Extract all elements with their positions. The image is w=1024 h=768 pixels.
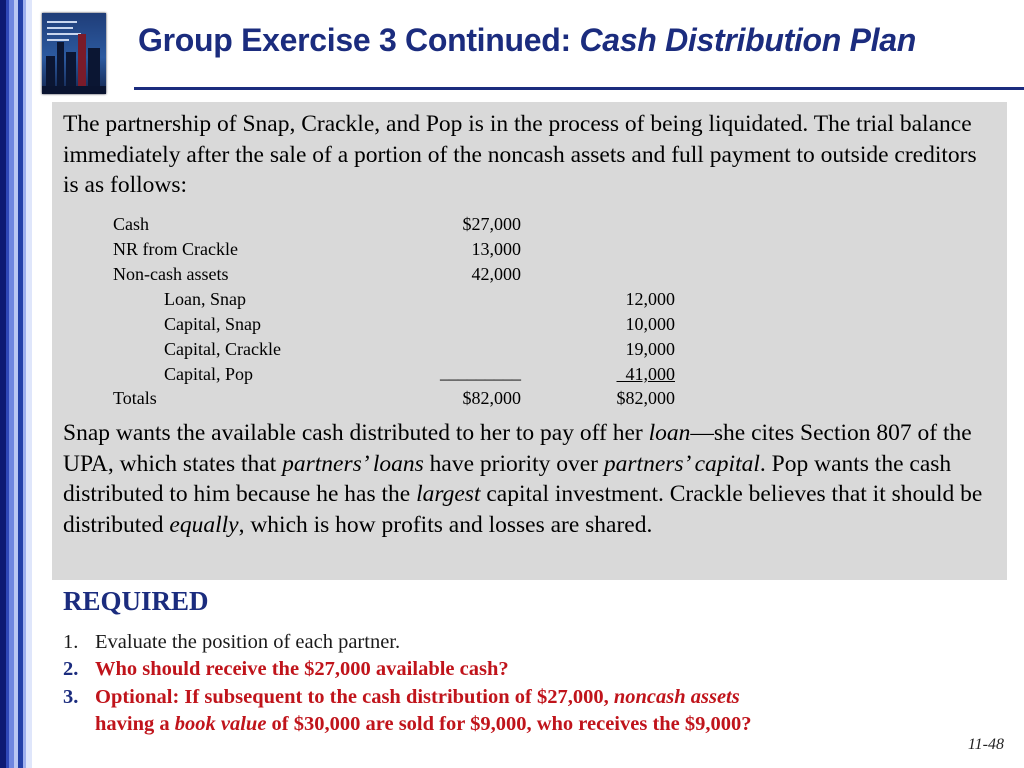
tb-debit: $82,000 [462, 388, 521, 408]
tb-credit: 10,000 [625, 314, 675, 334]
item-number: 2. [63, 658, 79, 680]
tb-credit: 41,000 [616, 364, 675, 384]
tb-label: Loan, Snap [164, 289, 246, 309]
tb-debit-underline: _________ [440, 362, 521, 382]
tb-label: Totals [113, 388, 157, 408]
tb-credit: 19,000 [625, 339, 675, 359]
tb-debit: $27,000 [462, 214, 521, 234]
tb-label: Cash [113, 214, 149, 234]
tb-credit: 12,000 [625, 289, 675, 309]
intro-paragraph: The partnership of Snap, Crackle, and Pop is in the process of being liquidated. The trial balance immediately after the sale of a portion of the noncash assets and full payment to outside creditors is as follows: [63, 111, 977, 198]
slide-title: Group Exercise 3 Continued: Cash Distribution Plan [138, 22, 917, 58]
book-cover-thumbnail [42, 13, 106, 94]
tb-label: Capital, Pop [164, 364, 253, 384]
tb-label: Capital, Snap [164, 314, 261, 334]
required-heading: REQUIRED [63, 586, 209, 616]
tb-debit: 13,000 [471, 239, 521, 259]
item-text: Who should receive the $27,000 available cash? [95, 658, 509, 680]
tb-label: Capital, Crackle [164, 339, 281, 359]
tb-credit: $82,000 [616, 388, 675, 408]
item-number: 1. [63, 631, 79, 653]
page-number: 11-48 [967, 736, 1004, 753]
tb-label: NR from Crackle [113, 239, 238, 259]
item-text-continued: having a book value of $30,000 are sold for $9,000, who receives the $9,000? [95, 713, 752, 735]
item-number: 3. [63, 686, 79, 708]
positions-paragraph: Snap wants the available cash distributed to her to pay off her loan—she cites Section 807 of the UPA, which states that partners’ loans have priority over partners’ capital. Pop wants the cash distributed to him because he has the largest capital investment. Crackle believes that it should be distributed equally, which is how profits and losses are shared. [63, 420, 983, 538]
title-underline [134, 87, 1024, 90]
left-edge-stripes [0, 0, 32, 768]
item-text: Optional: If subsequent to the cash distribution of $27,000, noncash assets [95, 686, 740, 708]
tb-label: Non-cash assets [113, 264, 229, 284]
tb-debit: 42,000 [471, 264, 521, 284]
item-text: Evaluate the position of each partner. [95, 631, 401, 653]
